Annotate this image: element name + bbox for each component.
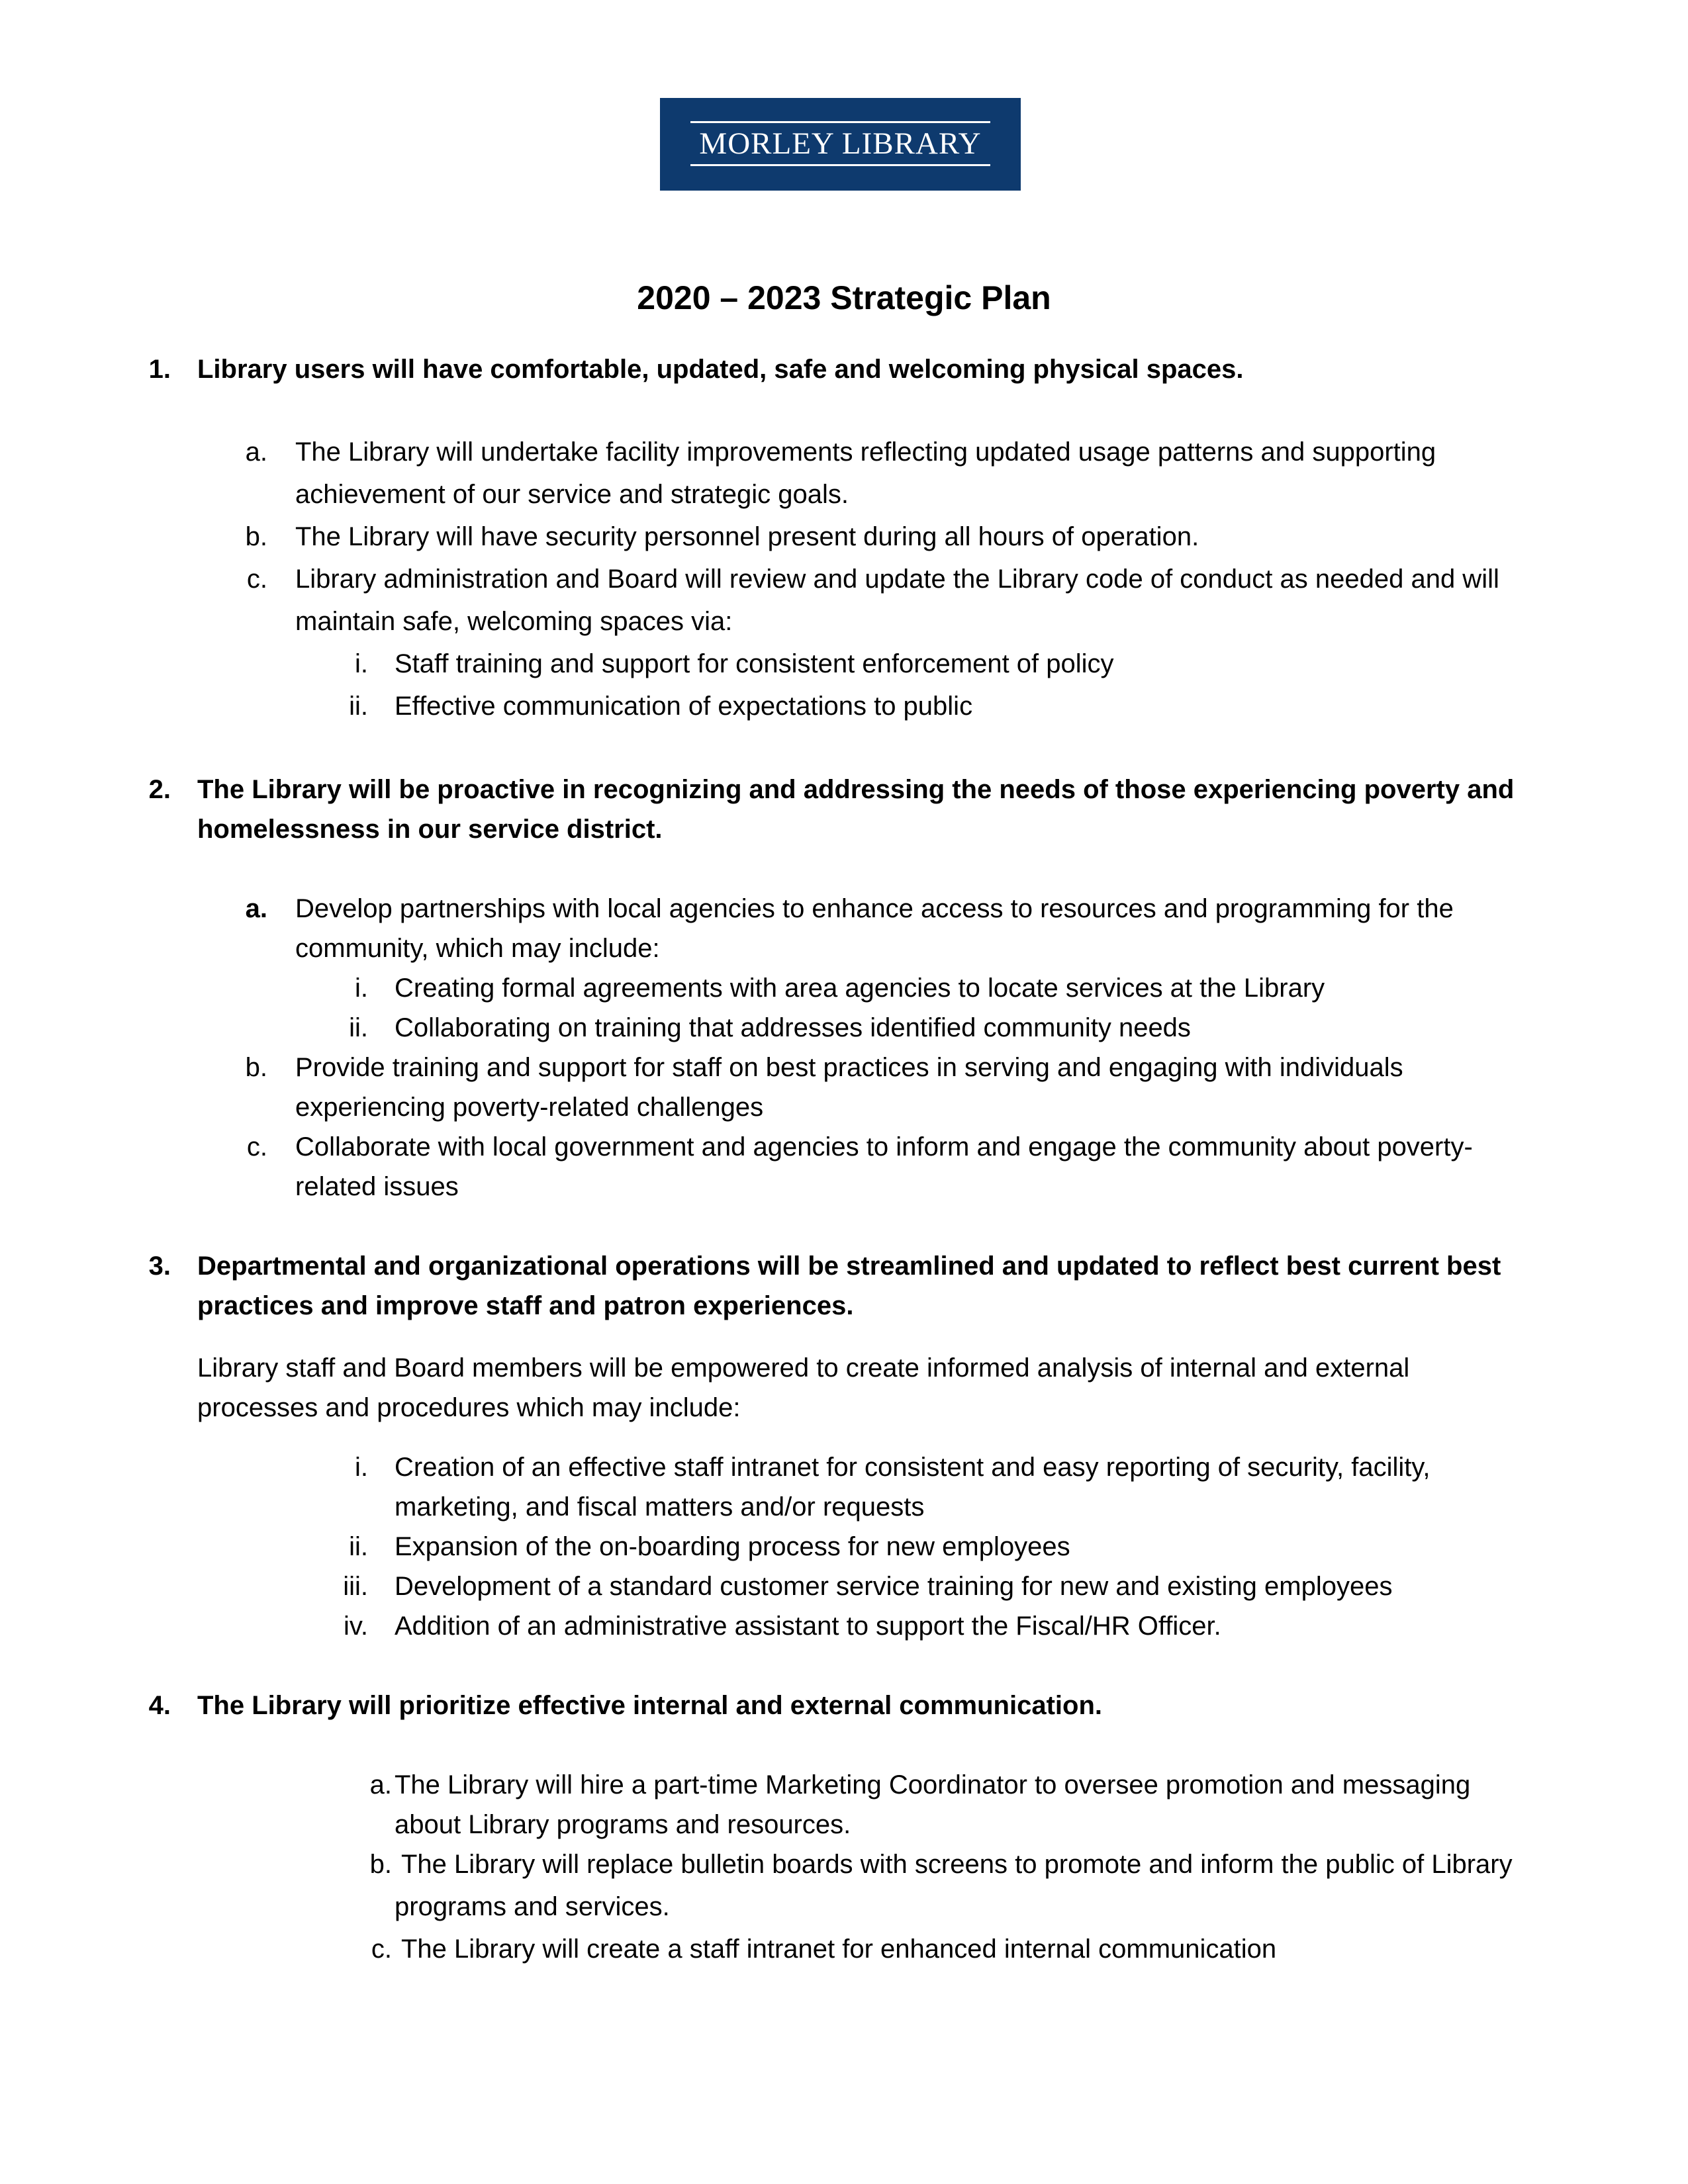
subitem-marker: i. <box>355 1453 368 1482</box>
subitem-text: Collaborating on training that addresses identified community needs <box>395 1013 1191 1042</box>
goal-heading: homelessness in our service district. <box>197 815 663 844</box>
goal-number: 1. <box>148 355 171 384</box>
subitem-marker: ii. <box>349 692 368 721</box>
subitem-text: Expansion of the on-boarding process for new employees <box>395 1532 1070 1561</box>
item-text: achievement of our service and strategic goals. <box>295 480 849 509</box>
goal-heading: Departmental and organizational operations will be streamlined and updated to reflect best current best <box>197 1251 1501 1281</box>
item-text: community, which may include: <box>295 934 660 963</box>
item-marker: c. <box>246 565 267 594</box>
item-text: The Library will have security personnel present during all hours of operation. <box>295 522 1199 551</box>
goal-intro: Library staff and Board members will be empowered to create informed analysis of internal and external <box>197 1353 1410 1383</box>
subitem-text: Effective communication of expectations to public <box>395 692 973 721</box>
item-text: about Library programs and resources. <box>395 1810 851 1839</box>
item-text: The Library will create a staff intranet for enhanced internal communication <box>401 1934 1277 1964</box>
item-marker: b. <box>245 522 267 551</box>
goal-number: 2. <box>148 775 171 804</box>
item-text: Provide training and support for staff on best practices in serving and engaging with individuals <box>295 1053 1403 1082</box>
library-logo <box>660 98 1021 191</box>
item-marker: c. <box>246 1132 267 1161</box>
item-marker: a. <box>245 437 267 467</box>
item-marker: a. <box>245 894 267 923</box>
item-marker: b. <box>369 1850 392 1879</box>
subitem-text: Creating formal agreements with area agencies to locate services at the Library <box>395 974 1325 1003</box>
logo-wordmark: MORLEY LIBRARY <box>699 126 982 161</box>
goal-heading: The Library will be proactive in recognizing and addressing the needs of those experiencing poverty and <box>197 775 1515 804</box>
subitem-text: Staff training and support for consistent enforcement of policy <box>395 649 1114 678</box>
goal-heading: Library users will have comfortable, updated, safe and welcoming physical spaces. <box>197 355 1244 384</box>
logo-rule-top <box>690 121 990 123</box>
goal-number: 4. <box>148 1691 171 1720</box>
item-marker: b. <box>245 1053 267 1082</box>
item-text: The Library will replace bulletin boards with screens to promote and inform the public of Library <box>401 1850 1513 1879</box>
subitem-text: Development of a standard customer service training for new and existing employees <box>395 1572 1393 1601</box>
subitem-marker: i. <box>355 649 368 678</box>
page-title: 2020 – 2023 Strategic Plan <box>637 279 1051 316</box>
item-text: Library administration and Board will review and update the Library code of conduct as needed and will <box>295 565 1499 594</box>
item-marker: c. <box>371 1934 392 1964</box>
goal-intro: processes and procedures which may include: <box>197 1393 741 1422</box>
item-text: programs and services. <box>395 1892 670 1921</box>
goal-heading: The Library will prioritize effective internal and external communication. <box>197 1691 1102 1720</box>
goal-heading: practices and improve staff and patron experiences. <box>197 1291 854 1320</box>
item-text: Develop partnerships with local agencies to enhance access to resources and programming for the <box>295 894 1454 923</box>
item-text: The Library will undertake facility improvements reflecting updated usage patterns and supporting <box>295 437 1436 467</box>
subitem-marker: ii. <box>349 1532 368 1561</box>
subitem-marker: ii. <box>349 1013 368 1042</box>
item-text: related issues <box>295 1172 459 1201</box>
item-text: maintain safe, welcoming spaces via: <box>295 607 733 636</box>
subitem-marker: iii. <box>343 1572 368 1601</box>
subitem-marker: i. <box>355 974 368 1003</box>
item-text: The Library will hire a part-time Marketing Coordinator to oversee promotion and messaging <box>395 1770 1471 1799</box>
subitem-text: Addition of an administrative assistant to support the Fiscal/HR Officer. <box>395 1612 1221 1641</box>
goal-number: 3. <box>148 1251 171 1281</box>
logo-rule-bottom <box>690 164 990 166</box>
subitem-marker: iv. <box>343 1612 368 1641</box>
item-marker: a. <box>369 1770 392 1799</box>
item-text: Collaborate with local government and agencies to inform and engage the community about poverty- <box>295 1132 1473 1161</box>
subitem-text: marketing, and fiscal matters and/or requests <box>395 1492 925 1522</box>
item-text: experiencing poverty-related challenges <box>295 1093 764 1122</box>
subitem-text: Creation of an effective staff intranet for consistent and easy reporting of security, facility, <box>395 1453 1430 1482</box>
